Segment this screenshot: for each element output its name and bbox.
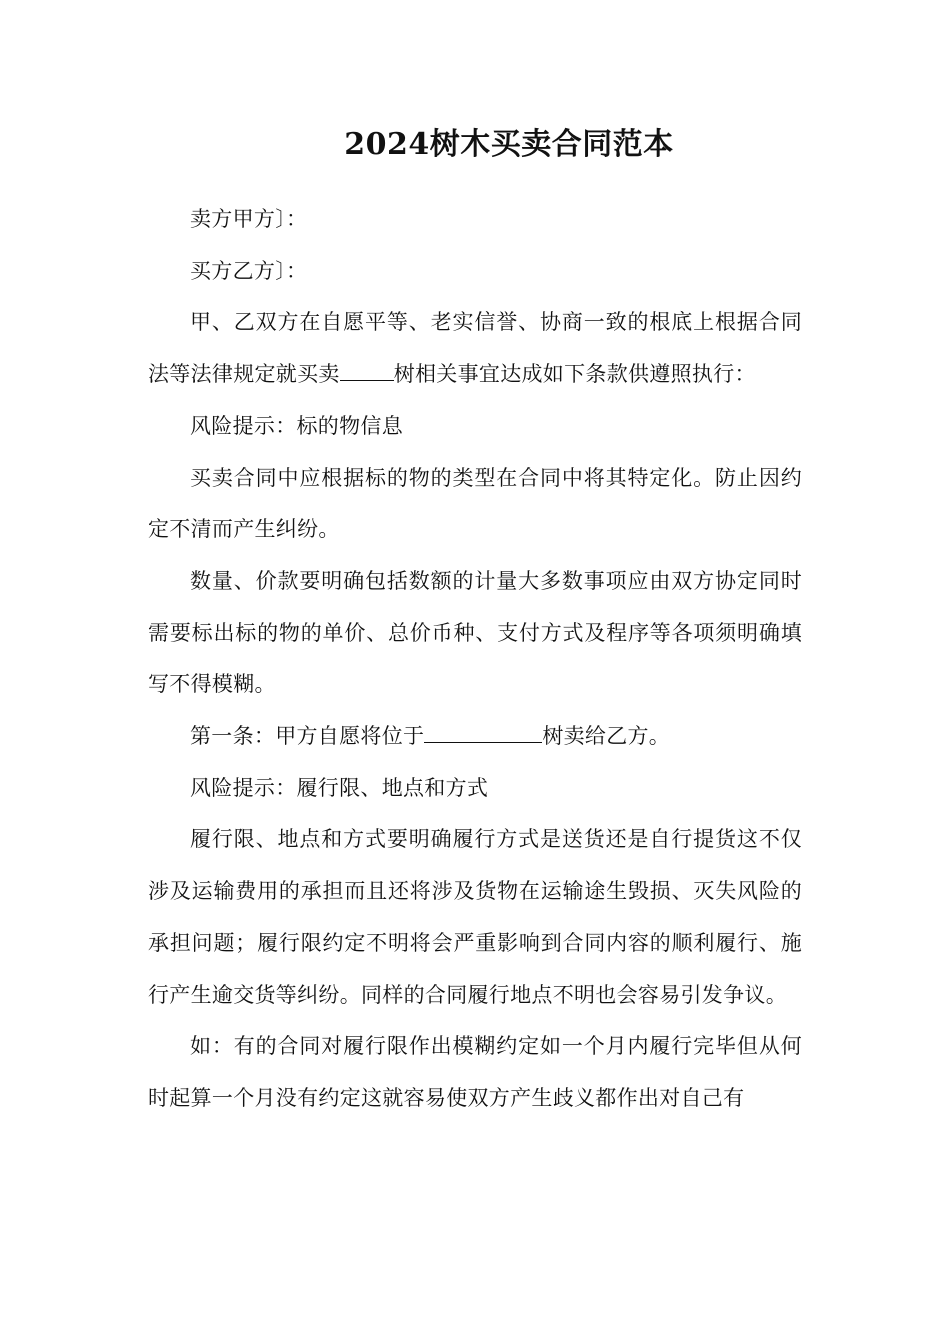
article-1-text-after-blank: 树卖给乙方。: [542, 724, 671, 749]
location-blank: [424, 724, 542, 743]
intro-paragraph: [148, 297, 802, 400]
intro-text-after-blank: 树相关事宜达成如下条款供遵照执行：: [393, 362, 756, 387]
article-1-text-before-blank: 第一条：甲方自愿将位于: [190, 724, 425, 749]
seller-line: 卖方甲方〕：: [190, 207, 308, 231]
article-1: [148, 711, 802, 763]
quantity-price-paragraph: 数量、价款要明确包括数额的计量大多数事项应由双方协定同时需要标出标的物的单价、总价币种、支付方式及程序等各项须明确填写不得模糊。: [148, 568, 802, 697]
intro-text-before-blank: 甲、乙双方在自愿平等、老实信誉、协商一致的根底上根据合同法等法律规定就买卖: [148, 310, 802, 387]
fill-in-blank: [340, 362, 394, 381]
risk-tip-performance: 风险提示：履行限、地点和方式: [190, 775, 489, 800]
example-paragraph: 如：有的合同对履行限作出模糊约定如一个月内履行完毕但从何时起算一个月没有约定这就容易使双方产生歧义都作出对自己有: [148, 1034, 802, 1110]
buyer-line: 买方乙方〕：: [190, 258, 308, 283]
risk-tip-subject: 风险提示：标的物信息: [190, 413, 403, 438]
performance-paragraph: 履行限、地点和方式要明确履行方式是送货还是自行提货这不仅涉及运输费用的承担而且还将涉及货物在运输途生毁损、灭失风险的承担问题；履行限约定不明将会严重影响到合同内容的顺利履行、施行产生逾交货等纠纷。同样的合同履行地点不明也会容易引发争议。: [148, 827, 802, 1007]
document-title: 2024树木买卖合同范本: [344, 127, 674, 162]
subject-paragraph: 买卖合同中应根据标的物的类型在合同中将其特定化。防止因约定不清而产生纠纷。: [148, 465, 802, 542]
document-body: [148, 194, 802, 1125]
